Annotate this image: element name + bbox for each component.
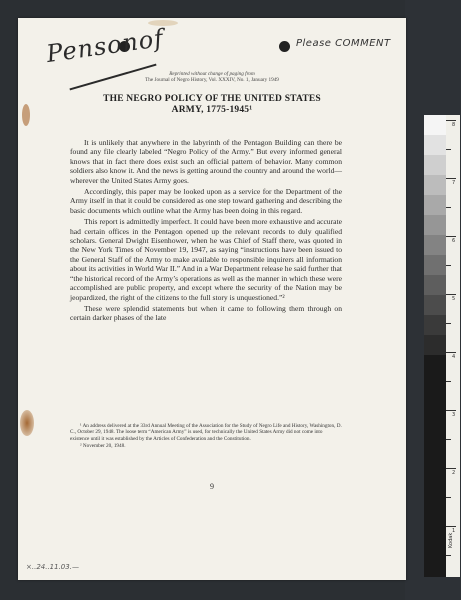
gray-patch bbox=[424, 315, 446, 335]
reprint-notice bbox=[18, 71, 406, 83]
ruler-tick bbox=[446, 120, 456, 121]
ruler-number: 1 bbox=[452, 528, 456, 534]
ruler-scale bbox=[446, 115, 460, 577]
body-text bbox=[70, 138, 342, 325]
gray-patch bbox=[424, 255, 446, 275]
gray-patch bbox=[424, 135, 446, 155]
document-page bbox=[18, 18, 406, 580]
ruler-number: 3 bbox=[452, 412, 456, 418]
ruler-tick bbox=[446, 439, 451, 440]
title-line-1: THE NEGRO POLICY OF THE UNITED STATES bbox=[103, 94, 321, 104]
ruler-number: 8 bbox=[452, 122, 456, 128]
pencil-annotation: ×..24..11.03.— bbox=[26, 563, 79, 571]
footnote: ² November 20, 1948. bbox=[80, 443, 126, 450]
ruler-tick bbox=[446, 352, 456, 353]
paragraph: This report is admittedly imperfect. It could have been more exhaustive and accurate had certain offices in the Pentagon opened up the relevant records to duly qualified scholars. General Dwight Eisenhower, when he was Chief of Staff there, was quoted in the New York Times of November 19, 1947, as saying “instructions have been issued to the General Staff of the Army to make available to responsible inquirers all information about its activities in World War II.” And in a War Department release he said further that “the historical record of the Army’s operations as well as the manner in which these were accomplished are public property, and except where the security of the Nation may be jeopardized, the right of the citizens to the full story is unquestioned.”² bbox=[70, 217, 342, 302]
stain bbox=[20, 410, 34, 436]
paragraph: Accordingly, this paper may be looked upon as a service for the Department of the Army itself in that it could be considered as one step toward gathering and describing the basic documents which outline what the Army has been doing in this regard. bbox=[70, 187, 342, 215]
ruler-tick bbox=[446, 497, 451, 498]
gray-patch bbox=[424, 175, 446, 195]
ruler-tick bbox=[446, 265, 451, 266]
ruler-tick bbox=[446, 294, 456, 295]
ruler-number: 5 bbox=[452, 296, 456, 302]
ruler-tick bbox=[446, 178, 456, 179]
gray-patch bbox=[424, 115, 446, 135]
ruler-number: 6 bbox=[452, 238, 456, 244]
gray-patch bbox=[424, 275, 446, 295]
gray-patch bbox=[424, 355, 446, 577]
ruler-tick bbox=[446, 207, 451, 208]
gray-patch bbox=[424, 295, 446, 315]
page-title bbox=[18, 94, 406, 116]
gray-patch bbox=[424, 215, 446, 235]
page-number: 9 bbox=[210, 482, 214, 491]
handwritten-signature: Pensonof bbox=[44, 23, 166, 69]
gray-patch bbox=[424, 335, 446, 355]
ruler-tick bbox=[446, 149, 451, 150]
ruler-number: 4 bbox=[452, 354, 456, 360]
color-calibration-strip bbox=[424, 115, 446, 577]
title-line-2: ARMY, 1775-1945¹ bbox=[171, 105, 253, 115]
ruler-tick bbox=[446, 410, 456, 411]
gray-patch bbox=[424, 235, 446, 255]
gray-patch bbox=[424, 155, 446, 175]
footnote: ¹ An address delivered at the 33rd Annual Meeting of the Association for the Study of Negro Life and History, Washington, D. C., October 29, 1948. The loose term “American Army” is used, for technically the United States Army did not come into existence until it was established by the Articles of Confederation and the Constitution. bbox=[70, 423, 342, 442]
ruler-tick bbox=[446, 381, 451, 382]
journal-line: The Journal of Negro History, Vol. XXXIV, No. 1, January 1949 bbox=[145, 77, 279, 83]
ruler-tick bbox=[446, 323, 451, 324]
ruler-tick bbox=[446, 468, 456, 469]
ruler-brand-label: Kodak bbox=[448, 532, 454, 548]
paragraph: It is unlikely that anywhere in the labyrinth of the Pentagon Building can there be found any file clearly labeled “Negro Policy of the Army.” But every informed general knows that in fact there does exist such an official pattern of behavior. Many common soldiers also know it. And the news is getting around the country and around the world—wherever the United States Army goes. bbox=[70, 138, 342, 185]
ruler-tick bbox=[446, 236, 456, 237]
ruler-number: 7 bbox=[452, 180, 456, 186]
gray-patch bbox=[424, 195, 446, 215]
paragraph: These were splendid statements but when it came to following them through on certain darker phases of the late bbox=[70, 303, 342, 323]
reprint-line: Reprinted without change of paging from bbox=[169, 71, 255, 77]
handwritten-note: Please COMMENT bbox=[296, 38, 391, 49]
ruler-tick bbox=[446, 555, 451, 556]
footnotes bbox=[70, 423, 342, 451]
ruler-tick bbox=[446, 526, 456, 527]
punch-hole bbox=[279, 41, 290, 52]
ruler-number: 2 bbox=[452, 470, 456, 476]
